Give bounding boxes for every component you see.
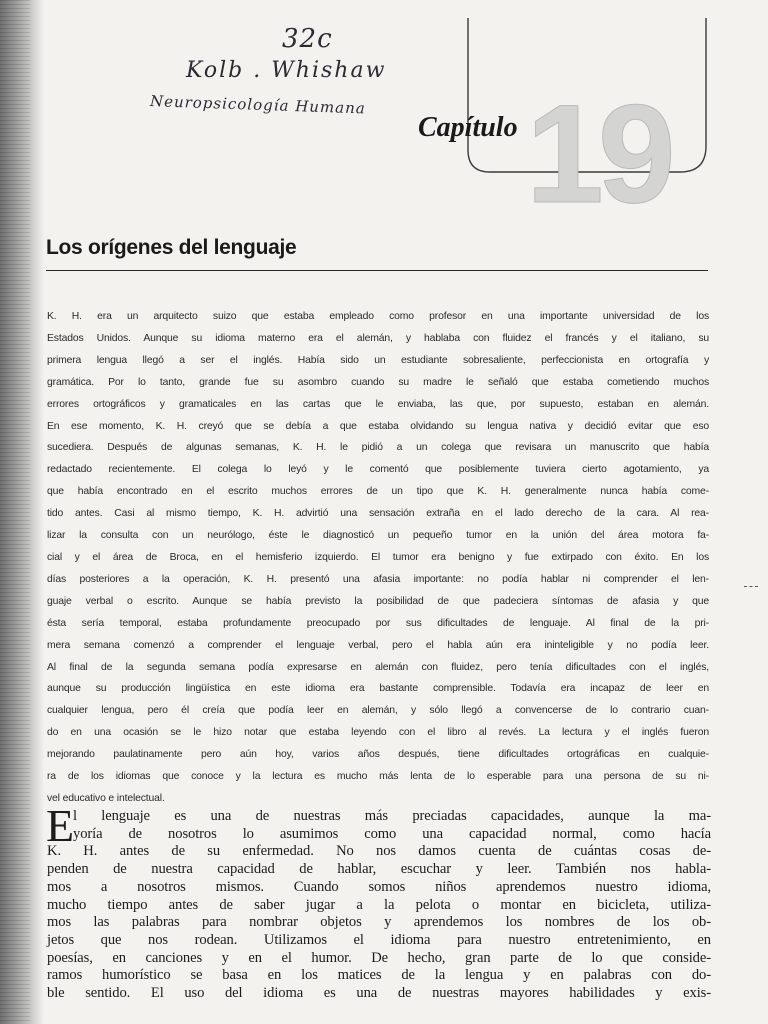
handwritten-authors: Kolb . Whishaw bbox=[186, 58, 387, 83]
case-line: gramática. Por lo tanto, grande fue su asombro cuando su madre le señaló que estaba cometiendo muchos bbox=[47, 376, 709, 388]
case-line: tido antes. Casi al mismo tiempo, K. H. advirtió una sensación extraña en el lado derecho de la cara. Al rea- bbox=[47, 508, 709, 520]
chapter-label: Capítulo bbox=[418, 112, 518, 143]
body-line: ble sentido. El uso del idioma es una de nuestras mayores habilidades y exis- bbox=[47, 985, 711, 1002]
drop-cap: E bbox=[46, 800, 75, 851]
body-line: poesías, en canciones y en el humor. De hecho, gran parte de lo que conside- bbox=[47, 949, 711, 966]
body-line: jetos que nos rodean. Utilizamos el idioma para nuestro entretenimiento, en bbox=[47, 931, 711, 948]
chapter-number: 19 bbox=[526, 75, 670, 232]
case-line: K. H. era un arquitecto suizo que estaba empleado como profesor en una importante universidad de los bbox=[47, 311, 709, 322]
margin-mark bbox=[744, 586, 758, 587]
body-text bbox=[46, 800, 711, 1003]
case-line: errores ortográficos y gramaticales en las cartas que le enviaba, las que, por supuesto, estaban en alemán. bbox=[47, 398, 709, 410]
case-line: mera semana comenzó a comprender el lenguaje verbal, pero el habla aún era ininteligible y no podía leer. bbox=[47, 639, 709, 651]
body-line: mucho tiempo antes de saber jugar a la pelota o montar en bicicleta, utiliza- bbox=[47, 896, 711, 913]
handwritten-code: 32c bbox=[282, 24, 333, 54]
handwritten-book-title: Neuropsicología Humana bbox=[149, 92, 367, 118]
chapter-title: Los orígenes del lenguaje bbox=[46, 236, 297, 259]
case-line: vel educativo e intelectual. bbox=[47, 792, 165, 804]
body-line: penden de nuestra capacidad de hablar, escuchar y leer. También nos habla- bbox=[47, 861, 711, 878]
case-line: guaje verbal o escrito. Aunque se había previsto la posibilidad de que padeciera síntomas de afasia y que bbox=[47, 595, 709, 607]
case-line: En ese momento, K. H. creyó que se debía a que estaba olvidando su lengua nativa y decidió evitar que eso bbox=[47, 420, 709, 432]
body-line: ramos humorístico se basa en los matices de la lengua y en palabras con do- bbox=[47, 967, 711, 984]
case-line: que había encontrado en el escrito muchos errores de un tipo que K. H. generalmente nunca había come- bbox=[47, 486, 709, 498]
case-line: mejorando paulatinamente pero aún hoy, varios años después, tiene dificultades ortográficas en cualquie- bbox=[47, 749, 709, 761]
body-line: mos las palabras para nombrar objetos y aprendemos los nombres de los ob- bbox=[47, 914, 711, 931]
case-line: cualquier lengua, pero él creía que podía leer en alemán, y sólo llegó a convencerse de lo contrario cuan- bbox=[47, 705, 709, 717]
case-line: primera lengua llegó a ser el inglés. Había sido un estudiante sobresaliente, perfeccionista en ortografía y bbox=[47, 354, 709, 366]
case-line: Estados Unidos. Aunque su idioma materno era el alemán, y hablaba con fluidez el francés y el italiano, su bbox=[47, 332, 709, 344]
case-line: lizar la consulta con un neurólogo, éste le diagnosticó un pequeño tumor en la unión del área motora fa- bbox=[47, 530, 709, 542]
body-line: yoría de nosotros lo asumimos como una capacidad normal, como hacía bbox=[73, 825, 711, 842]
body-line: K. H. antes de su enfermedad. No nos damos cuenta de cuántas cosas de- bbox=[47, 843, 711, 860]
case-line: días posteriores a la operación, K. H. presentó una afasia importante: no podía hablar ni comprender el len- bbox=[47, 573, 709, 585]
title-divider bbox=[46, 270, 708, 271]
case-line: sucediera. Después de algunas semanas, K. H. le pidió a un colega que revisara un manuscrito que había bbox=[47, 442, 709, 454]
case-line: do en una ocasión se le hizo notar que estaba leyendo con el libro al revés. La lectura y el inglés fueron bbox=[47, 727, 709, 739]
binding-texture bbox=[0, 0, 30, 1024]
case-line: cial y el área de Broca, en el hemisferio izquierdo. El tumor era benigno y fue extirpado con éxito. En los bbox=[47, 551, 709, 563]
case-line: ra de los idiomas que conoce y la lectura es mucho más lenta de lo esperable para una persona de su ni- bbox=[47, 771, 709, 783]
case-vignette bbox=[47, 306, 709, 810]
case-line: ésta sería temporal, estaba profundamente preocupado por sus dificultades de lenguaje. Al final de la pri- bbox=[47, 617, 709, 629]
case-line: Al final de la segunda semana podía expresarse en alemán con fluidez, pero tenía dificultades con el inglés, bbox=[47, 661, 709, 673]
case-line: redactado recientemente. El colega lo leyó y le comentó que posiblemente tuviera cierto agotamiento, ya bbox=[47, 464, 709, 476]
body-line: mos a nosotros mismos. Cuando somos niños aprendemos nuestro idioma, bbox=[47, 878, 711, 895]
body-line: l lenguaje es una de nuestras más preciadas capacidades, aunque la ma- bbox=[73, 808, 711, 824]
case-line: aunque su producción lingüística en este idioma era bastante comprensible. Todavía era incapaz de leer en bbox=[47, 683, 709, 695]
